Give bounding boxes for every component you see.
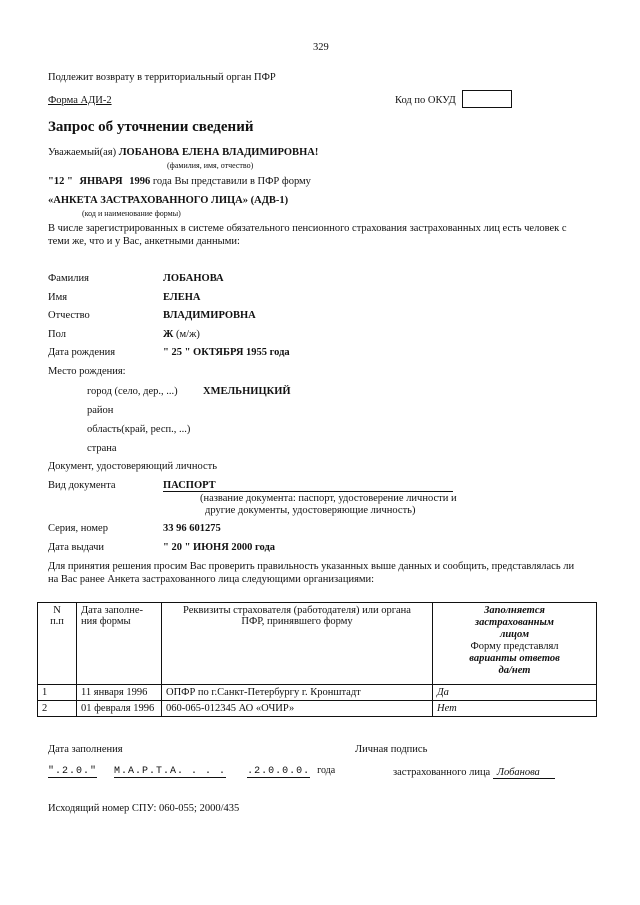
document-section-label: Документ, удостоверяющий личность bbox=[48, 461, 217, 472]
fill-date-label: Дата заполнения bbox=[48, 744, 123, 755]
form-name: «АНКЕТА ЗАСТРАХОВАННОГО ЛИЦА» (АДВ-1) bbox=[48, 195, 289, 206]
header-answer-line-2: застрахованным bbox=[475, 617, 554, 628]
header-num-line-2: п.п bbox=[50, 616, 64, 627]
page-title: Запрос об уточнении сведений bbox=[48, 119, 254, 135]
intro-text-1: В числе зарегистрированных в системе обязательного пенсионного страхования застрахованных лиц есть человек с bbox=[48, 223, 567, 234]
birthplace-label: Место рождения: bbox=[48, 366, 126, 377]
row-org: ОПФР по г.Санкт-Петербургу г. Кронштадт bbox=[162, 685, 433, 701]
header-num-line-1: N bbox=[53, 605, 61, 616]
header-answer-line-5: варианты ответов bbox=[469, 653, 560, 664]
table-header-row bbox=[38, 603, 597, 685]
row-num: 2 bbox=[38, 701, 77, 717]
series-label: Серия, номер bbox=[48, 523, 108, 534]
document-type-label: Вид документа bbox=[48, 480, 116, 491]
header-org-line-2: ПФР, принявшего форму bbox=[241, 616, 353, 627]
document-type-hint-2: другие документы, удостоверяющие личность) bbox=[205, 505, 416, 516]
outgoing-number: Исходящий номер СПУ: 060-055; 2000/435 bbox=[48, 803, 240, 814]
request-text-1: Для принятия решения просим Вас проверить правильность указанных выше данных и сообщить, представлялась ли bbox=[48, 561, 575, 572]
city-label: город (село, дер., ...) bbox=[87, 386, 178, 397]
header-answer-line-1: Заполняется bbox=[484, 605, 545, 616]
city-value: ХМЕЛЬНИЦКИЙ bbox=[203, 386, 291, 397]
header-answer-line-3: лицом bbox=[499, 629, 530, 640]
document-type-line bbox=[163, 480, 453, 492]
greeting bbox=[48, 147, 318, 158]
region-label: область(край, респ., ...) bbox=[87, 424, 191, 435]
greeting-hint: (фамилия, имя, отчество) bbox=[167, 161, 254, 170]
sex-hint: (м/ж) bbox=[176, 329, 200, 340]
okud-label: Код по ОКУД bbox=[395, 95, 456, 106]
page-number: 329 bbox=[313, 42, 329, 53]
name-value: ЕЛЕНА bbox=[163, 292, 201, 303]
greeting-prefix: Уважаемый(ая) bbox=[48, 147, 117, 158]
fill-date-day[interactable]: ".2.0." bbox=[48, 766, 98, 777]
series-value: 33 96 601275 bbox=[163, 523, 221, 534]
row-date: 01 февраля 1996 bbox=[77, 701, 162, 717]
form-code: Форма АДИ-2 bbox=[48, 95, 112, 106]
header-answer-line-6: да/нет bbox=[498, 665, 531, 676]
issue-date-value: " 20 " ИЮНЯ 2000 года bbox=[163, 542, 276, 553]
fill-date-suffix: года bbox=[317, 765, 336, 776]
sex-label: Пол bbox=[48, 329, 66, 340]
header-answer-line-4: Форму представлял bbox=[470, 641, 559, 652]
header-date bbox=[77, 603, 162, 685]
submitted-month: ЯНВАРЯ bbox=[79, 176, 123, 187]
organizations-table bbox=[37, 602, 597, 717]
submitted-line bbox=[48, 176, 311, 187]
issue-date-label: Дата выдачи bbox=[48, 542, 105, 553]
fill-date-year[interactable]: .2.0.0.0. bbox=[247, 766, 311, 777]
district-label: район bbox=[87, 405, 114, 416]
document-type-hint-1: (название документа: паспорт, удостоверение личности и bbox=[200, 493, 457, 504]
birth-date-label: Дата рождения bbox=[48, 347, 116, 358]
patronymic-label: Отчество bbox=[48, 310, 90, 321]
row-org: 060-065-012345 АО «ОЧИР» bbox=[162, 701, 433, 717]
signature-sub-label: застрахованного лица bbox=[393, 767, 491, 778]
header-date-line-1: Дата заполне- bbox=[81, 605, 143, 616]
country-label: страна bbox=[87, 443, 117, 454]
request-text-2: на Вас ранее Анкета застрахованного лица следующими организациями: bbox=[48, 574, 375, 585]
birth-date-value: " 25 " ОКТЯБРЯ 1955 года bbox=[163, 347, 290, 358]
surname-value: ЛОБАНОВА bbox=[163, 273, 224, 284]
signature-value: Лобанова bbox=[496, 767, 540, 778]
sex-value: Ж bbox=[163, 329, 174, 340]
okud-input[interactable] bbox=[462, 90, 512, 108]
document-type-value bbox=[163, 480, 453, 492]
header-answer bbox=[433, 603, 597, 685]
row-answer[interactable]: Да bbox=[433, 685, 597, 701]
patronymic-value: ВЛАДИМИРОВНА bbox=[163, 310, 256, 321]
greeting-name: ЛОБАНОВА ЕЛЕНА ВЛАДИМИРОВНА! bbox=[118, 147, 319, 158]
form-name-hint: (код и наименование формы) bbox=[82, 209, 181, 218]
row-date: 11 января 1996 bbox=[77, 685, 162, 701]
intro-text-2: теми же, что и у Вас, анкетными данными: bbox=[48, 236, 240, 247]
submitted-year: 1996 bbox=[129, 176, 151, 187]
header-org-line-1: Реквизиты страхователя (работодателя) или органа bbox=[183, 605, 411, 616]
header-org bbox=[162, 603, 433, 685]
fill-date bbox=[48, 765, 335, 778]
return-note: Подлежит возврату в территориальный орган ПФР bbox=[48, 72, 276, 83]
fill-date-month[interactable]: М.А.Р.Т.А. . . . bbox=[114, 766, 227, 777]
header-date-line-2: ния формы bbox=[81, 616, 131, 627]
table-row bbox=[38, 701, 597, 717]
signature-label: Личная подпись bbox=[355, 744, 428, 755]
submitted-day: "12 " bbox=[48, 176, 73, 187]
table-row bbox=[38, 685, 597, 701]
document-type-text: ПАСПОРТ bbox=[163, 480, 216, 491]
signature-line bbox=[393, 767, 555, 779]
sex-field bbox=[163, 329, 200, 340]
row-num: 1 bbox=[38, 685, 77, 701]
surname-label: Фамилия bbox=[48, 273, 89, 284]
row-answer[interactable]: Нет bbox=[433, 701, 597, 717]
header-num bbox=[38, 603, 77, 685]
submitted-text: года Вы представили в ПФР форму bbox=[152, 176, 311, 187]
name-label: Имя bbox=[48, 292, 68, 303]
signature-field[interactable] bbox=[493, 767, 555, 779]
